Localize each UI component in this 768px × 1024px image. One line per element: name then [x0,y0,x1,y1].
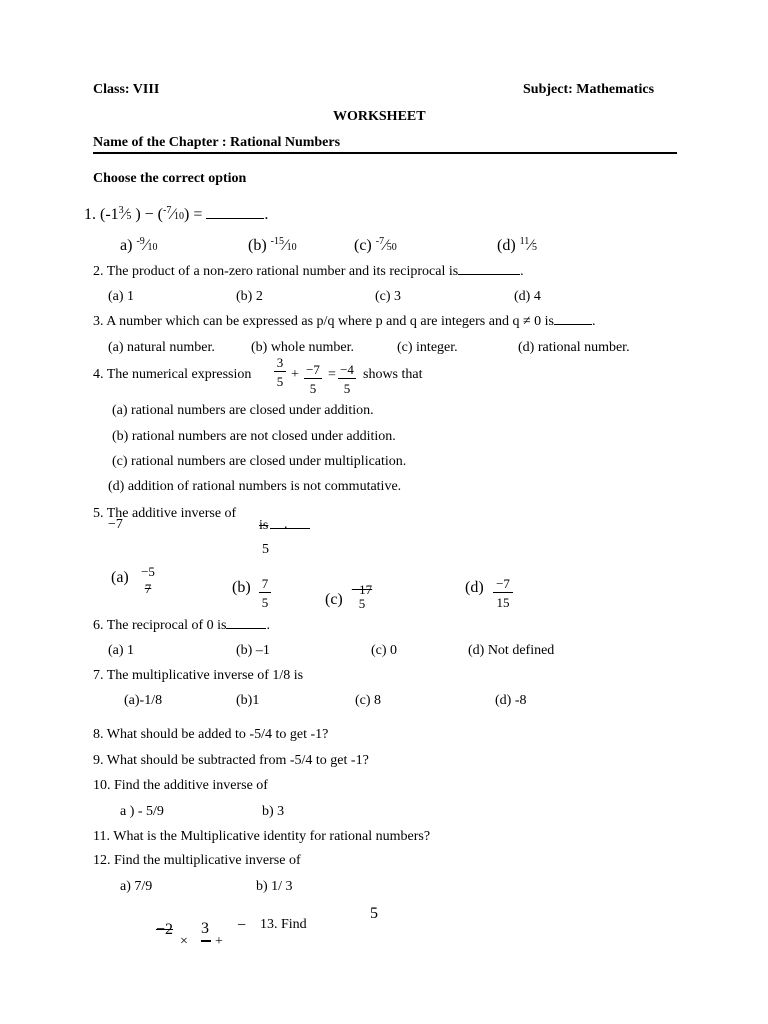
q13-plus: + [215,934,223,949]
q5-option-a-fraction: −5 7 [141,564,155,596]
question-6: 6. The reciprocal of 0 is . [93,618,270,633]
q4-equals: = [328,367,336,382]
q5-period: . [284,517,288,532]
q12-option-a: a) 7/9 [120,879,153,894]
q7-option-b: (b)1 [236,693,260,708]
q4-option-c: (c) rational numbers are closed under multiplication. [112,454,407,469]
q5-option-b-label: (b) [232,579,251,596]
q3-option-b: (b) whole number. [251,340,355,355]
q6-option-c: (c) 0 [371,643,398,658]
q2-option-c: (c) 3 [375,289,402,304]
question-12: 12. Find the multiplicative inverse of [93,853,301,868]
q4-fraction-3: −4 5 [338,363,356,395]
question-11: 11. What is the Multiplicative identity for rational numbers? [93,829,431,844]
q4-plus: + [291,367,299,382]
q13-fraction-1: −2 [156,921,174,938]
q5-option-c-label: (c) [325,591,343,608]
q1-option-a: a) $^{-9}$⁄10 [120,236,158,254]
q10-option-b: b) 3 [262,804,285,819]
chapter-name: Name of the Chapter : Rational Numbers [93,135,341,150]
q13-times: × [180,934,188,949]
q12-option-b: b) 1/ 3 [256,879,293,894]
q3-option-d: (d) rational number. [518,340,630,355]
question-9: 9. What should be subtracted from -5/4 to get -1? [93,753,369,768]
q4-option-a: (a) rational numbers are closed under addition. [112,403,374,418]
q13-minus: − [237,917,247,934]
q5-option-a-label: (a) [111,569,129,586]
q13-fraction-2: 3 [201,920,209,937]
q2-option-d: (d) 4 [514,289,541,304]
q2-option-a: (a) 1 [108,289,135,304]
header-divider [93,152,677,154]
question-7: 7. The multiplicative inverse of 1/8 is [93,668,304,683]
question-1: 1. ($-1^3⁄5$ ) − ($^{-7}$⁄10) = . [84,205,269,223]
q4-option-b: (b) rational numbers are not closed under addition. [112,429,396,444]
q6-option-d: (d) Not defined [468,643,555,658]
q5-numerator: −7 [108,517,123,532]
q3-option-a: (a) natural number. [108,340,215,355]
q7-option-a: (a)-1/8 [124,693,163,708]
q7-option-d: (d) -8 [495,693,527,708]
q5-option-c-fraction: −17 5 [351,582,373,611]
q10-option-a: a ) - 5/9 [120,804,164,819]
q1-option-d: (d) $^{11}$⁄5 [497,236,537,254]
q5-option-d-label: (d) [465,579,484,596]
subject-label: Subject: Mathematics [523,82,655,97]
question-2: 2. The product of a non-zero rational number and its reciprocal is . [93,264,524,279]
q1-option-c: (c) $^{-7}$⁄50 [354,236,397,254]
class-label: Class: VIII [93,82,160,97]
q2-option-b: (b) 2 [236,289,263,304]
question-5: 5. The additive inverse of [93,506,237,521]
section-heading: Choose the correct option [93,171,247,186]
q4-fraction-1: 3 5 [274,356,286,388]
q6-option-b: (b) –1 [236,643,270,658]
q5-option-b-fraction: 7 5 [259,577,271,609]
question-13: 13. Find [260,917,307,932]
worksheet-title: WORKSHEET [333,109,426,124]
q4-fraction-2: −7 5 [304,363,322,395]
q7-option-c: (c) 8 [355,693,382,708]
q4-option-d: (d) addition of rational numbers is not commutative. [108,479,402,494]
question-3: 3. A number which can be expressed as p/q where p and q are integers and q ≠ 0 is . [93,314,596,329]
q5-option-d-fraction: −7 15 [493,577,513,609]
q13-fraction-bar [201,940,211,942]
question-8: 8. What should be added to -5/4 to get -1? [93,727,329,742]
q4-tail: shows that [363,367,423,382]
q13-stray-digit: 5 [370,905,378,922]
q5-is-blank: is [259,519,310,533]
question-10: 10. Find the additive inverse of [93,778,268,793]
q3-option-c: (c) integer. [397,340,458,355]
question-4: 4. The numerical expression [93,367,252,382]
q5-denominator: 5 [262,542,269,557]
q1-option-b: (b) $^{-15}$⁄10 [248,236,297,254]
q6-option-a: (a) 1 [108,643,135,658]
